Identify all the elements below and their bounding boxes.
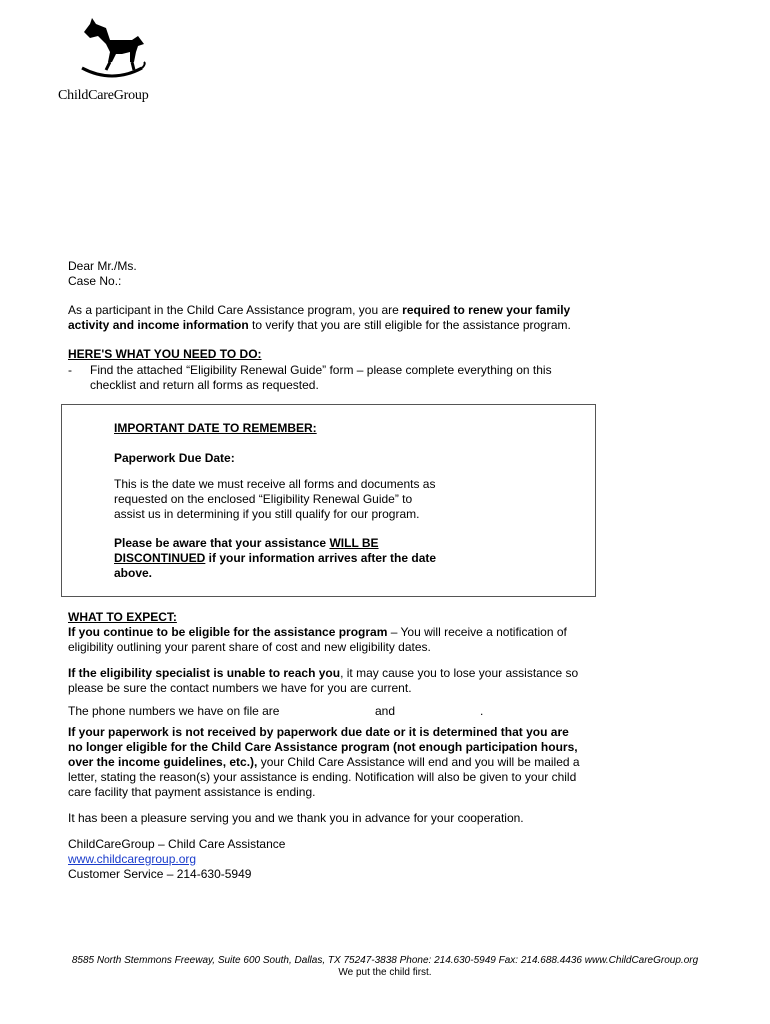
rocking-horse-icon bbox=[76, 18, 146, 84]
discontinued-warning: Please be aware that your assistance WILL BE DISCONTINUED if your information arrives after the date above. bbox=[114, 536, 437, 580]
website-link[interactable]: www.childcaregroup.org bbox=[68, 852, 197, 866]
intro-line-2: activity and income information to verify that you are still eligible for the assistance program. bbox=[68, 318, 571, 332]
expect-eligible-paragraph: If you continue to be eligible for the assistance program – You will receive a notification of eligibility outlining your parent share of cost and new eligibility dates. bbox=[68, 625, 567, 654]
box-heading: IMPORTANT DATE TO REMEMBER: bbox=[114, 421, 317, 435]
salutation-dear: Dear Mr./Ms. bbox=[68, 259, 137, 273]
footer-tagline: We put the child first. bbox=[338, 967, 432, 978]
important-date-box bbox=[61, 404, 596, 597]
logo-name: ChildCareGroup bbox=[58, 88, 149, 103]
salutation-case: Case No.: bbox=[68, 274, 122, 288]
todo-dash: - bbox=[68, 363, 72, 377]
customer-service: Customer Service – 214-630-5949 bbox=[68, 867, 252, 881]
expect-not-received-paragraph: If your paperwork is not received by paperwork due date or it is determined that you are no longer eligible for the Child Care Assistance program (not enough participation hours, over the income guidelines, etc.), your Child Care Assistance will end and you will be mailed a letter, stating the reason(s) your assistance is ending. Notification will also be given to your child care facility that payment assistance is ending. bbox=[68, 725, 580, 799]
todo-item: Find the attached “Eligibility Renewal Guide” form – please complete everything on this checklist and return all forms as requested. bbox=[90, 363, 552, 392]
expect-heading: WHAT TO EXPECT: bbox=[68, 610, 177, 624]
phones-on-file: The phone numbers we have on file are and . bbox=[68, 704, 484, 718]
footer-address: 8585 North Stemmons Freeway, Suite 600 South, Dallas, TX 75247-3838 Phone: 214.630-5949 Fax: 214.688.4436 www.ChildCareGroup.org bbox=[71, 955, 699, 966]
thanks-paragraph: It has been a pleasure serving you and we thank you in advance for your cooperation. bbox=[68, 811, 524, 825]
due-date-label: Paperwork Due Date: bbox=[114, 451, 235, 465]
signature-org: ChildCareGroup – Child Care Assistance bbox=[68, 837, 286, 851]
due-date-description: This is the date we must receive all forms and documents as requested on the enclosed “Eligibility Renewal Guide” to assist us in determining if you still qualify for our program. bbox=[114, 477, 436, 521]
intro-paragraph bbox=[68, 303, 728, 333]
logo bbox=[58, 18, 158, 108]
expect-unreachable-paragraph: If the eligibility specialist is unable to reach you, it may cause you to lose your assistance so please be sure the contact numbers we have for you are current. bbox=[68, 666, 579, 695]
todo-heading: HERE'S WHAT YOU NEED TO DO: bbox=[68, 347, 262, 361]
intro-line-1: As a participant in the Child Care Assistance program, you are required to renew your family bbox=[68, 303, 571, 317]
